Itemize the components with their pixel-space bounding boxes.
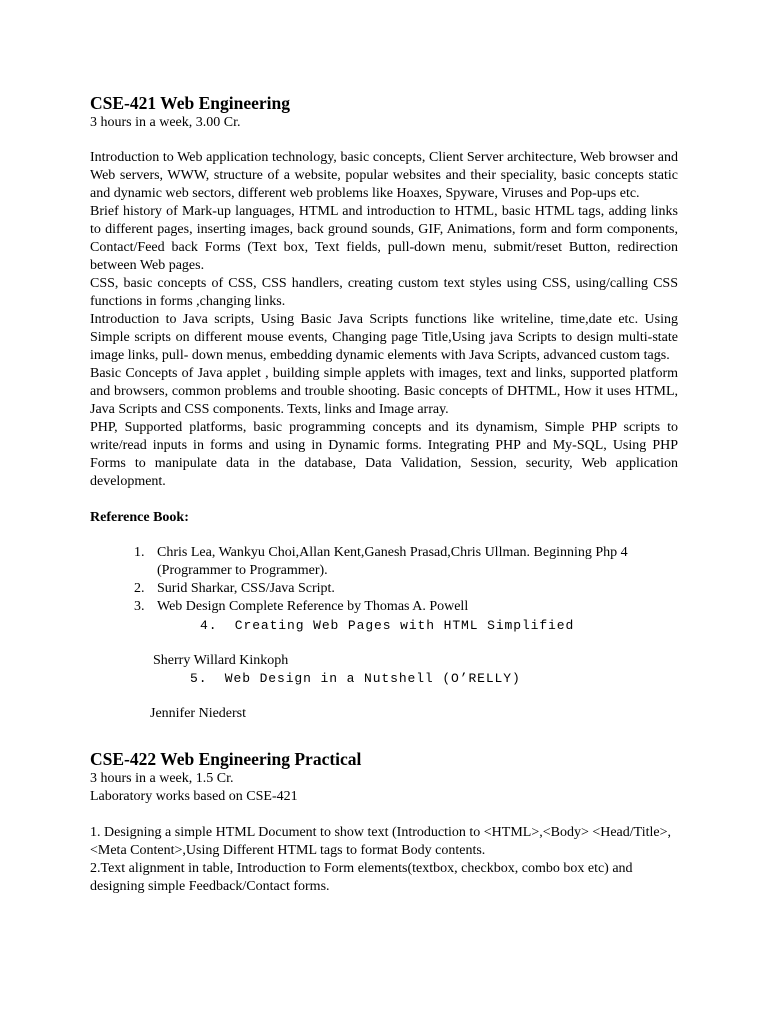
document-page: [90, 92, 678, 896]
reference-number: 1.: [134, 545, 145, 560]
syllabus-paragraph: CSS, basic concepts of CSS, CSS handlers, creating custom text styles using CSS, using/calling CSS functions in forms ,changing links.: [90, 276, 678, 309]
reference-number: 2.: [134, 581, 145, 596]
syllabus-paragraph: Introduction to Web application technology, basic concepts, Client Server architecture, Web browser and Web servers, WWW, structure of a website, popular websites and their speciality, basic concepts static and dynamic web sectors, different web problems like Hoaxes, Spyware, Viruses and Pop-ups etc.: [90, 150, 678, 201]
reference-author: Jennifer Niederst: [150, 706, 247, 721]
course-title-cse422: CSE-422 Web Engineering Practical: [90, 749, 362, 769]
reference-heading: Reference Book:: [90, 510, 189, 525]
course-hours-cse422: 3 hours in a week, 1.5 Cr.: [90, 771, 234, 786]
reference-text: Web Design Complete Reference by Thomas A. Powell: [157, 599, 469, 614]
course-section-cse422: [90, 748, 678, 896]
syllabus-paragraph: PHP, Supported platforms, basic programming concepts and its dynamism, Simple PHP scripts to write/read inputs in forms and using in Dynamic forms. Integrating PHP and My-SQL, Using PHP Forms to manipulate data in the database, Data Validation, Session, security, Web application development.: [90, 420, 678, 489]
reference-author: Sherry Willard Kinkoph: [153, 653, 289, 668]
lab-work-list: [90, 824, 678, 896]
lab-work-item: 1. Designing a simple HTML Document to show text (Introduction to <HTML>,<Body> <Head/Title>, <Meta Content>,Using Different HTML tags to format Body contents.: [90, 825, 671, 858]
syllabus-paragraph: Basic Concepts of Java applet , building simple applets with images, text and links, supported platform and browsers, common problems and trouble shooting. Basic concepts of DHTML, How it uses HTML, Java Scripts and CSS components. Texts, links and Image array.: [90, 366, 678, 417]
reference-item: [90, 580, 678, 598]
reference-text: Surid Sharkar, CSS/Java Script.: [157, 581, 335, 596]
reference-title-mono: 5. Web Design in a Nutshell (O’RELLY): [190, 671, 521, 686]
reference-item: [90, 544, 678, 580]
lab-work-item: 2.Text alignment in table, Introduction to Form elements(textbox, checkbox, combo box etc) and designing simple Feedback/Contact forms.: [90, 861, 633, 894]
syllabus-paragraph: Brief history of Mark-up languages, HTML and introduction to HTML, basic HTML tags, adding links to different pages, inserting images, back ground sounds, GIF, Animations, form and form components, Contact/Feed back Forms (Text box, Text fields, pull-down menu, submit/reset Button, redirection between Web pages.: [90, 204, 678, 273]
reference-text: Chris Lea, Wankyu Choi,Allan Kent,Ganesh Prasad,Chris Ullman. Beginning Php 4 (Programmer to Programmer).: [157, 545, 628, 578]
course-title-cse421: CSE-421 Web Engineering: [90, 93, 290, 113]
course-lab-basis: Laboratory works based on CSE-421: [90, 789, 298, 804]
reference-list: [90, 544, 678, 723]
syllabus-paragraph: Introduction to Java scripts, Using Basic Java Scripts functions like writeline, time,date etc. Using Simple scripts on different mouse events, Changing page Title,Using java Scripts to design multi-state image links, pull- down menus, embedding dynamic elements with Java Scripts, advanced custom tags.: [90, 312, 678, 363]
course-hours-cse421: 3 hours in a week, 3.00 Cr.: [90, 115, 241, 130]
reference-title-mono: 4. Creating Web Pages with HTML Simplified: [200, 618, 575, 633]
reference-number: 3.: [134, 599, 145, 614]
course-syllabus: [90, 149, 678, 491]
reference-item: [90, 598, 678, 616]
